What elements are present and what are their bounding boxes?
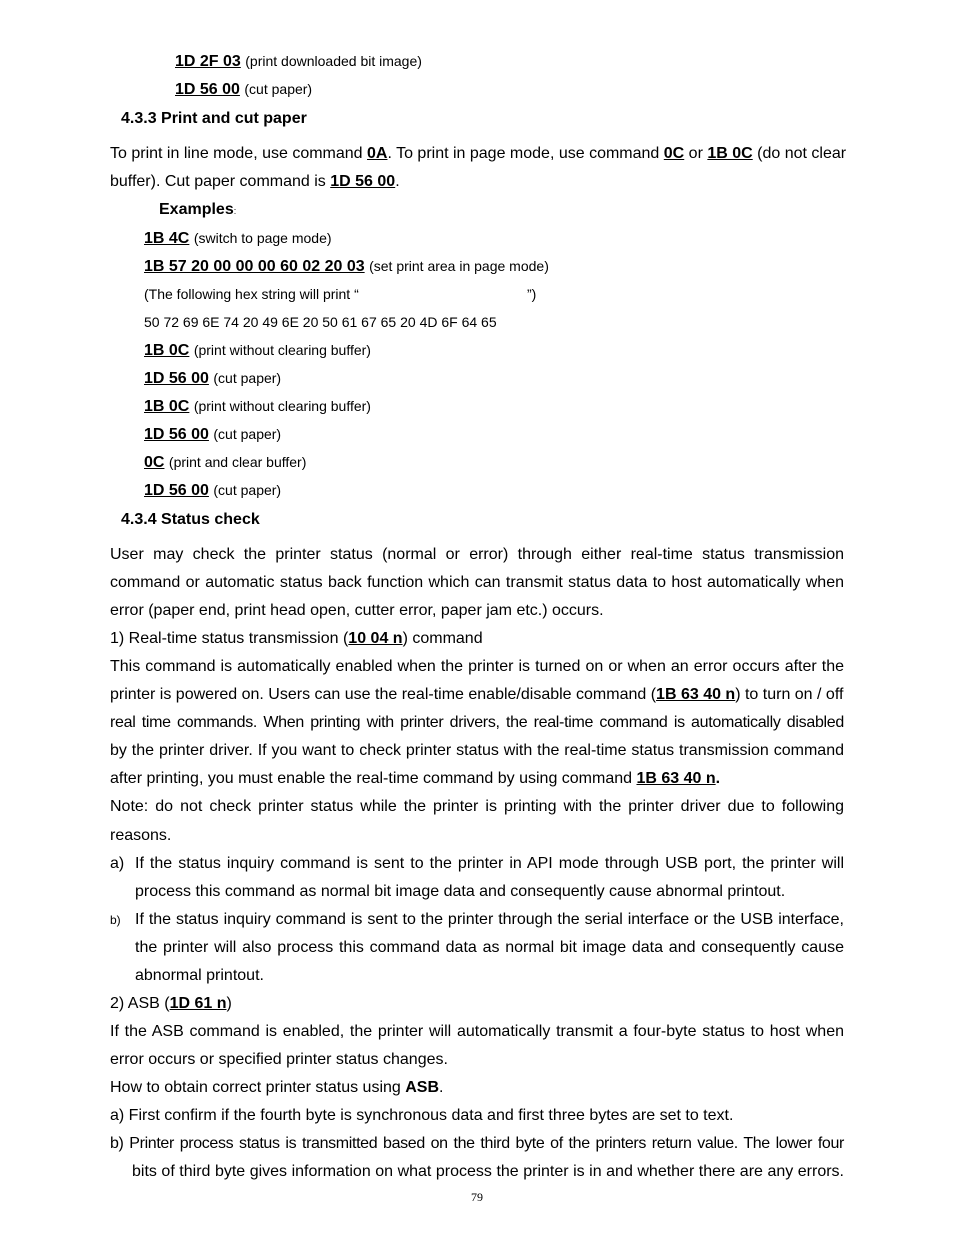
command-desc: (print without clearing buffer) bbox=[193, 342, 371, 358]
list-item-text: process this command as normal bit image data and consequently cause abnormal printout. bbox=[135, 883, 786, 900]
command-code: 1D 56 00 bbox=[175, 81, 240, 98]
command-desc: (print and clear buffer) bbox=[168, 454, 307, 470]
paragraph-line bbox=[110, 769, 720, 789]
list-item-text: b) Printer process status is transmitted based on the third byte of the printers return value. The lower four bbox=[110, 1135, 844, 1152]
command-code: 0C bbox=[663, 145, 685, 162]
command-code: 1D 56 00 bbox=[330, 173, 396, 190]
text: 1) Real-time status transmission ( bbox=[110, 630, 349, 647]
example-line bbox=[144, 480, 281, 501]
text: ) bbox=[226, 995, 232, 1012]
command-code: 10 04 n bbox=[348, 630, 403, 647]
example-line bbox=[144, 452, 306, 473]
command-desc: (cut paper) bbox=[244, 81, 313, 97]
command-code: 1B 0C bbox=[144, 398, 190, 415]
hex-string: 50 72 69 6E 74 20 49 6E 20 50 61 67 65 20 4D 6F 64 65 bbox=[144, 314, 497, 330]
command-code: 1D 2F 03 bbox=[175, 53, 241, 70]
list-item-realtime bbox=[110, 629, 483, 649]
paragraph-line: command or automatic status back function which can transmit status data to host automatically when bbox=[110, 574, 844, 591]
command-code: 1B 57 20 00 00 00 60 02 20 03 bbox=[144, 258, 365, 275]
paragraph-line: error occurs or specified printer status changes. bbox=[110, 1051, 448, 1068]
list-label: a) bbox=[110, 855, 125, 872]
list-label: b) bbox=[110, 913, 121, 927]
paragraph-line: real time commands. When printing with printer drivers, the real-time command is automatically disabled bbox=[110, 714, 844, 731]
text: Examples bbox=[159, 201, 234, 218]
list-item-asb bbox=[110, 994, 232, 1014]
paragraph-line: If the ASB command is enabled, the printer will automatically transmit a four-byte status to host when bbox=[110, 1023, 844, 1040]
command-code: 1D 61 n bbox=[169, 995, 227, 1012]
text: buffer). Cut paper command is bbox=[110, 173, 331, 190]
command-desc: (print without clearing buffer) bbox=[193, 398, 371, 414]
command-desc: (switch to page mode) bbox=[193, 230, 332, 246]
paragraph-line: User may check the printer status (normal or error) through either real-time status transmission bbox=[110, 546, 844, 563]
text: ) to turn on / off bbox=[735, 686, 844, 703]
example-line bbox=[144, 340, 371, 361]
text: printer is powered on. Users can use the real-time enable/disable command ( bbox=[110, 686, 657, 703]
section-heading-433: 4.3.3 Print and cut paper bbox=[121, 110, 307, 127]
command-code: 1D 56 00 bbox=[144, 482, 209, 499]
text: . bbox=[439, 1079, 444, 1096]
paragraph-line bbox=[110, 144, 846, 164]
command-desc: (cut paper) bbox=[213, 426, 282, 442]
text: ASB bbox=[405, 1079, 440, 1096]
command-desc: (set print area in page mode) bbox=[369, 258, 549, 274]
command-desc: (cut paper) bbox=[213, 370, 282, 386]
command-code: 1B 63 40 n bbox=[636, 770, 716, 787]
paragraph-line bbox=[110, 172, 400, 192]
command-code: 1B 0C bbox=[707, 145, 753, 162]
command-code: 1B 63 40 n bbox=[656, 686, 736, 703]
list-item-text: the printer will also process this command data as normal bit image data and consequently cause bbox=[135, 939, 844, 956]
command-code: 0C bbox=[144, 454, 165, 471]
paragraph-line bbox=[110, 685, 843, 705]
paragraph-line bbox=[110, 1078, 443, 1098]
example-line bbox=[144, 424, 281, 445]
list-item-text: If the status inquiry command is sent to the printer in API mode through USB port, the printer will bbox=[135, 855, 844, 872]
section-heading-434: 4.3.4 Status check bbox=[121, 511, 260, 528]
text: (do not clear bbox=[752, 145, 847, 162]
paragraph-line: by the printer driver. If you want to check printer status with the real-time status transmission command bbox=[110, 742, 844, 759]
text: . bbox=[715, 770, 721, 787]
list-item-text: a) First confirm if the fourth byte is synchronous data and first three bytes are set to text. bbox=[110, 1107, 734, 1124]
text: How to obtain correct printer status using bbox=[110, 1079, 406, 1096]
text: ) command bbox=[402, 630, 483, 647]
paragraph-line: This command is automatically enabled when the printer is turned on or when an error occurs after the bbox=[110, 658, 844, 675]
list-item-text: If the status inquiry command is sent to the printer through the serial interface or the USB interface, bbox=[135, 911, 844, 928]
text: : bbox=[233, 206, 237, 216]
example-line bbox=[144, 256, 549, 277]
command-line bbox=[175, 79, 312, 100]
paragraph-line: error (paper end, print head open, cutter error, paper jam etc.) occurs. bbox=[110, 602, 604, 619]
command-code: 0A bbox=[367, 145, 388, 162]
text: or bbox=[684, 145, 708, 162]
example-line bbox=[144, 368, 281, 389]
example-line bbox=[144, 396, 371, 417]
command-line bbox=[175, 51, 422, 72]
command-code: 1D 56 00 bbox=[144, 370, 209, 387]
list-item-text: bits of third byte gives information on what process the printer is in and whether there are any errors. bbox=[132, 1163, 844, 1180]
example-note-end: ”) bbox=[527, 286, 537, 302]
text: To print in line mode, use command bbox=[110, 145, 368, 162]
example-note: (The following hex string will print “ bbox=[144, 286, 359, 302]
text: 2) ASB ( bbox=[110, 995, 170, 1012]
note-line: reasons. bbox=[110, 827, 172, 844]
text: after printing, you must enable the real-time command by using command bbox=[110, 770, 637, 787]
example-line bbox=[144, 228, 332, 249]
note-line: Note: do not check printer status while the printer is printing with the printer driver due to following bbox=[110, 798, 844, 815]
command-desc: (cut paper) bbox=[213, 482, 282, 498]
page-number: 79 bbox=[471, 1190, 483, 1204]
command-desc: (print downloaded bit image) bbox=[245, 53, 422, 69]
command-code: 1B 4C bbox=[144, 230, 190, 247]
text: . To print in page mode, use command bbox=[387, 145, 664, 162]
command-code: 1D 56 00 bbox=[144, 426, 209, 443]
command-code: 1B 0C bbox=[144, 342, 190, 359]
list-item-text: abnormal printout. bbox=[135, 967, 264, 984]
text: . bbox=[395, 173, 400, 190]
examples-label bbox=[159, 200, 236, 221]
